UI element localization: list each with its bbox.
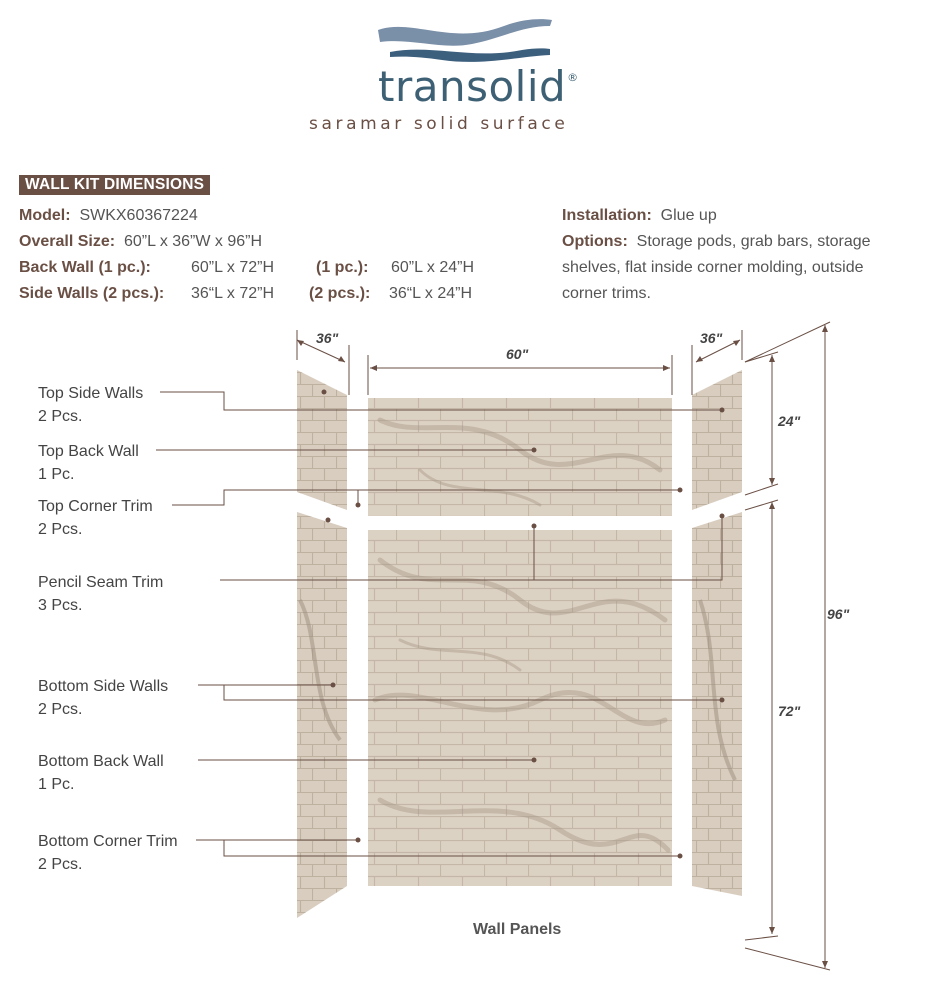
spec-side-walls-value-2: 36“L x 24”H bbox=[389, 285, 472, 302]
callout-bottom-corner-trim: Bottom Corner Trim 2 Pcs. bbox=[38, 833, 178, 874]
spec-model: Model: SWKX60367224 bbox=[19, 207, 198, 224]
brand-logo-text: transolid® bbox=[378, 62, 579, 111]
section-title: WALL KIT DIMENSIONS bbox=[19, 175, 210, 195]
spec-options-line-3: corner trims. bbox=[562, 285, 651, 302]
dim-left-width: 36" bbox=[316, 330, 339, 346]
spec-back-wall-value-1: 60”L x 72”H bbox=[191, 259, 274, 276]
spec-options: Options: Storage pods, grab bars, storage bbox=[562, 233, 871, 250]
brand-tagline: saramar solid surface bbox=[309, 114, 569, 134]
dim-back-width: 60" bbox=[506, 346, 529, 362]
spec-back-wall-value-2: 60”L x 24”H bbox=[391, 259, 474, 276]
dim-right-width: 36" bbox=[700, 330, 723, 346]
callout-top-side-walls: Top Side Walls 2 Pcs. bbox=[38, 385, 144, 426]
spec-installation: Installation: Glue up bbox=[562, 207, 717, 224]
callout-pencil-seam-trim: Pencil Seam Trim 3 Pcs. bbox=[38, 574, 164, 615]
callout-bottom-side-walls: Bottom Side Walls 2 Pcs. bbox=[38, 678, 169, 719]
wall-panels-caption: Wall Panels bbox=[473, 921, 562, 938]
spec-options-line-2: shelves, flat inside corner molding, outside bbox=[562, 259, 864, 276]
callout-top-corner-trim: Top Corner Trim 2 Pcs. bbox=[38, 498, 153, 539]
callout-bottom-back-wall: Bottom Back Wall 1 Pc. bbox=[38, 753, 164, 794]
callout-top-back-wall: Top Back Wall 1 Pc. bbox=[38, 443, 139, 484]
spec-overall-size: Overall Size: 60”L x 36”W x 96”H bbox=[19, 233, 263, 250]
bottom-left-side-wall-panel bbox=[297, 512, 347, 918]
dim-overall-height: 96" bbox=[827, 606, 850, 622]
spec-side-walls-label: Side Walls (2 pcs.): bbox=[19, 285, 165, 302]
top-right-side-wall-panel bbox=[692, 370, 742, 510]
spec-back-wall-label-2: (1 pc.): bbox=[316, 259, 369, 276]
dim-bottom-height: 72" bbox=[778, 703, 801, 719]
dim-top-height: 24" bbox=[778, 413, 801, 429]
spec-side-walls-value-1: 36“L x 72”H bbox=[191, 285, 274, 302]
spec-back-wall-label: Back Wall (1 pc.): bbox=[19, 259, 151, 276]
spec-side-walls-label-2: (2 pcs.): bbox=[309, 285, 371, 302]
